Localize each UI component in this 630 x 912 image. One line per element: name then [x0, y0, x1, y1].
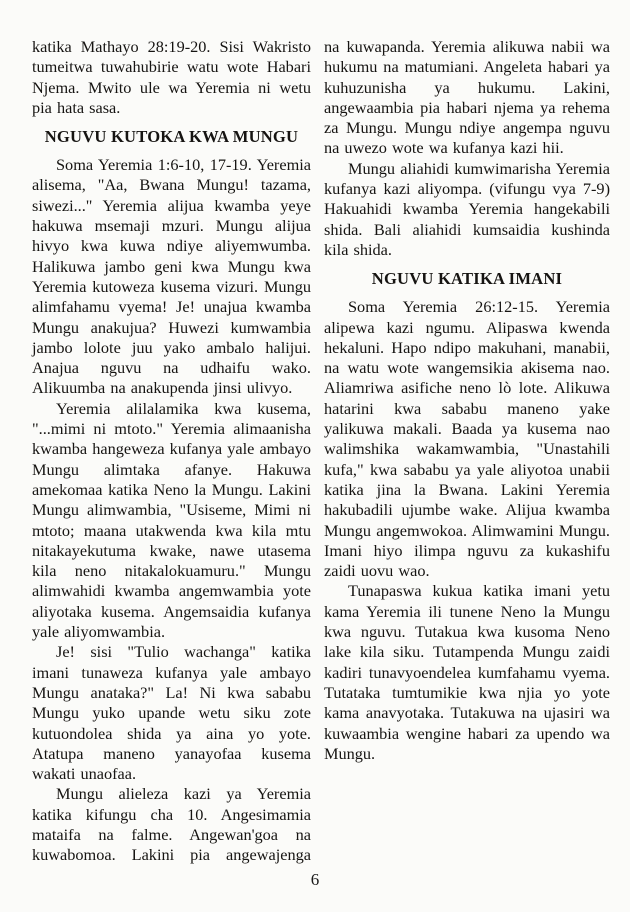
left-column — [32, 37, 311, 866]
two-column-text-layout — [32, 37, 609, 866]
section-heading-nguvu-katika-imani: NGUVU KATIKA IMANI — [371, 269, 563, 289]
paragraph-yeremia-complaint: Yeremia alilalamika kwa kusema, "...mimi ni mtoto." Yeremia alimaanisha kwamba hangeweza kufanya yale ambayo Mungu alimtaka afanye. Hakuwa amekomaa katika Neno la Mungu. Lakini Mungu alimwambia, "Usiseme, Mimi ni mtoto; maana utakwenda kwa kila mtu nitakayekutuma kwake, nawe utasema kila neno nitakalokuamuru." Mungu alimwahidi kwamba angemwambia yote aliyotaka kusema. Angemsaidia kufanya yale aliyomwambia. — [32, 398, 311, 642]
paragraph-growing-in-faith: Tunapaswa kukua katika imani yetu kama Yeremia ili tunene Neno la Mungu kwa nguvu. Tutakua kwa kusoma Neno lake kila siku. Tutampenda Mungu zaidi kadiri tunavyoendelea kumfahamu vyema. Tutataka tumtumikie kwa njia yo yote kama anavyotaka. Tutakuwa na ujasiri wa kuwaambia wengine habari za upendo wa Mungu. — [324, 581, 610, 763]
paragraph-soma-yeremia-26: Soma Yeremia 26:12-15. Yeremia alipewa kazi ngumu. Alipaswa kwenda hekaluni. Hapo ndipo makuhani, manabii, na watu wote wangemsikia akisema nao. Aliamriwa asifiche neno lò lote. Alikuwa hatarini kwa sababu maneno yake yalikuwa makali. Baada ya kusema nao walimshika wakamwambia, "Unastahili kufa," kwa sababu ya yale aliyotoa unabii katika jina la Bwana. Lakini Yeremia hakubadili ujumbe wake. Alijua kwamba Mungu angemwokoa. Alimwamini Mungu. Imani hiyo ilimpa nguvu za kukashifu zaidi uovu wao. — [324, 297, 610, 581]
paragraph-gods-promise: Mungu aliahidi kumwimarisha Yeremia kufanya kazi aliyompa. (vifungu vya 7-9) Hakuahidi kwamba Yeremia hangekabili shida. Bali aliahidi kumsaidia kushinda kila shida. — [324, 158, 610, 259]
paragraph-continuation-from-left-column: na kuwapanda. Yeremia alikuwa nabii wa hukumu na matumiani. Angeleta habari ya kuhuzunisha ya hukumu. Lakini, angewaambia pia habari njema ya rehema za Mungu. Mungu ndiye angempa nguvu na uwezo wote wa kufanya kazi hii. — [324, 37, 610, 158]
paragraph-yeremia-task: Mungu alieleza kazi ya Yeremia katika kifungu cha 10. Angesimamia mataifa na falme. Angewan'goa na kuwabomoa. Lakini pia angewajenga — [32, 784, 311, 865]
page-number: 6 — [310, 870, 320, 889]
right-column — [324, 37, 610, 866]
section-heading-nguvu-kutoka-kwa-mungu: NGUVU KUTOKA KWA MUNGU — [44, 127, 299, 147]
paragraph-question-tulio-wachanga: Je! sisi "Tulio wachanga" katika imani tunaweza kufanya yale ambayo Mungu anataka?" La! Ni kwa sababu Mungu yuko upande wetu siku zote kutuondolea shida ya aina yo yote. Atatupa maneno yanayofaa kusema wakati unaofaa. — [32, 642, 311, 784]
paragraph-continuation-from-previous-page: katika Mathayo 28:19-20. Sisi Wakristo tumeitwa tuwahubirie watu wote Habari Njema. Mwito ule wa Yeremia ni wetu pia hata sasa. — [32, 37, 311, 117]
paragraph-soma-yeremia-1: Soma Yeremia 1:6-10, 17-19. Yeremia alisema, "Aa, Bwana Mungu! tazama, siwezi..." Yeremia alijua kwamba yeye hakuwa msemaji mzuri. Mungu alijua hivyo kwa kuwa ndiye aliyemwumba. Halikuwa jambo geni kwa Mungu kwa Yeremia kutoweza kusema vizuri. Mungu alimfahamu vyema! Je! unajua kwamba Mungu anakujua? Huwezi kumwambia jambo lolote juu yako ambalo halijui. Anajua nguvu na udhaifu wako. Alikuumba na anakupenda jinsi ulivyo. — [32, 155, 311, 398]
